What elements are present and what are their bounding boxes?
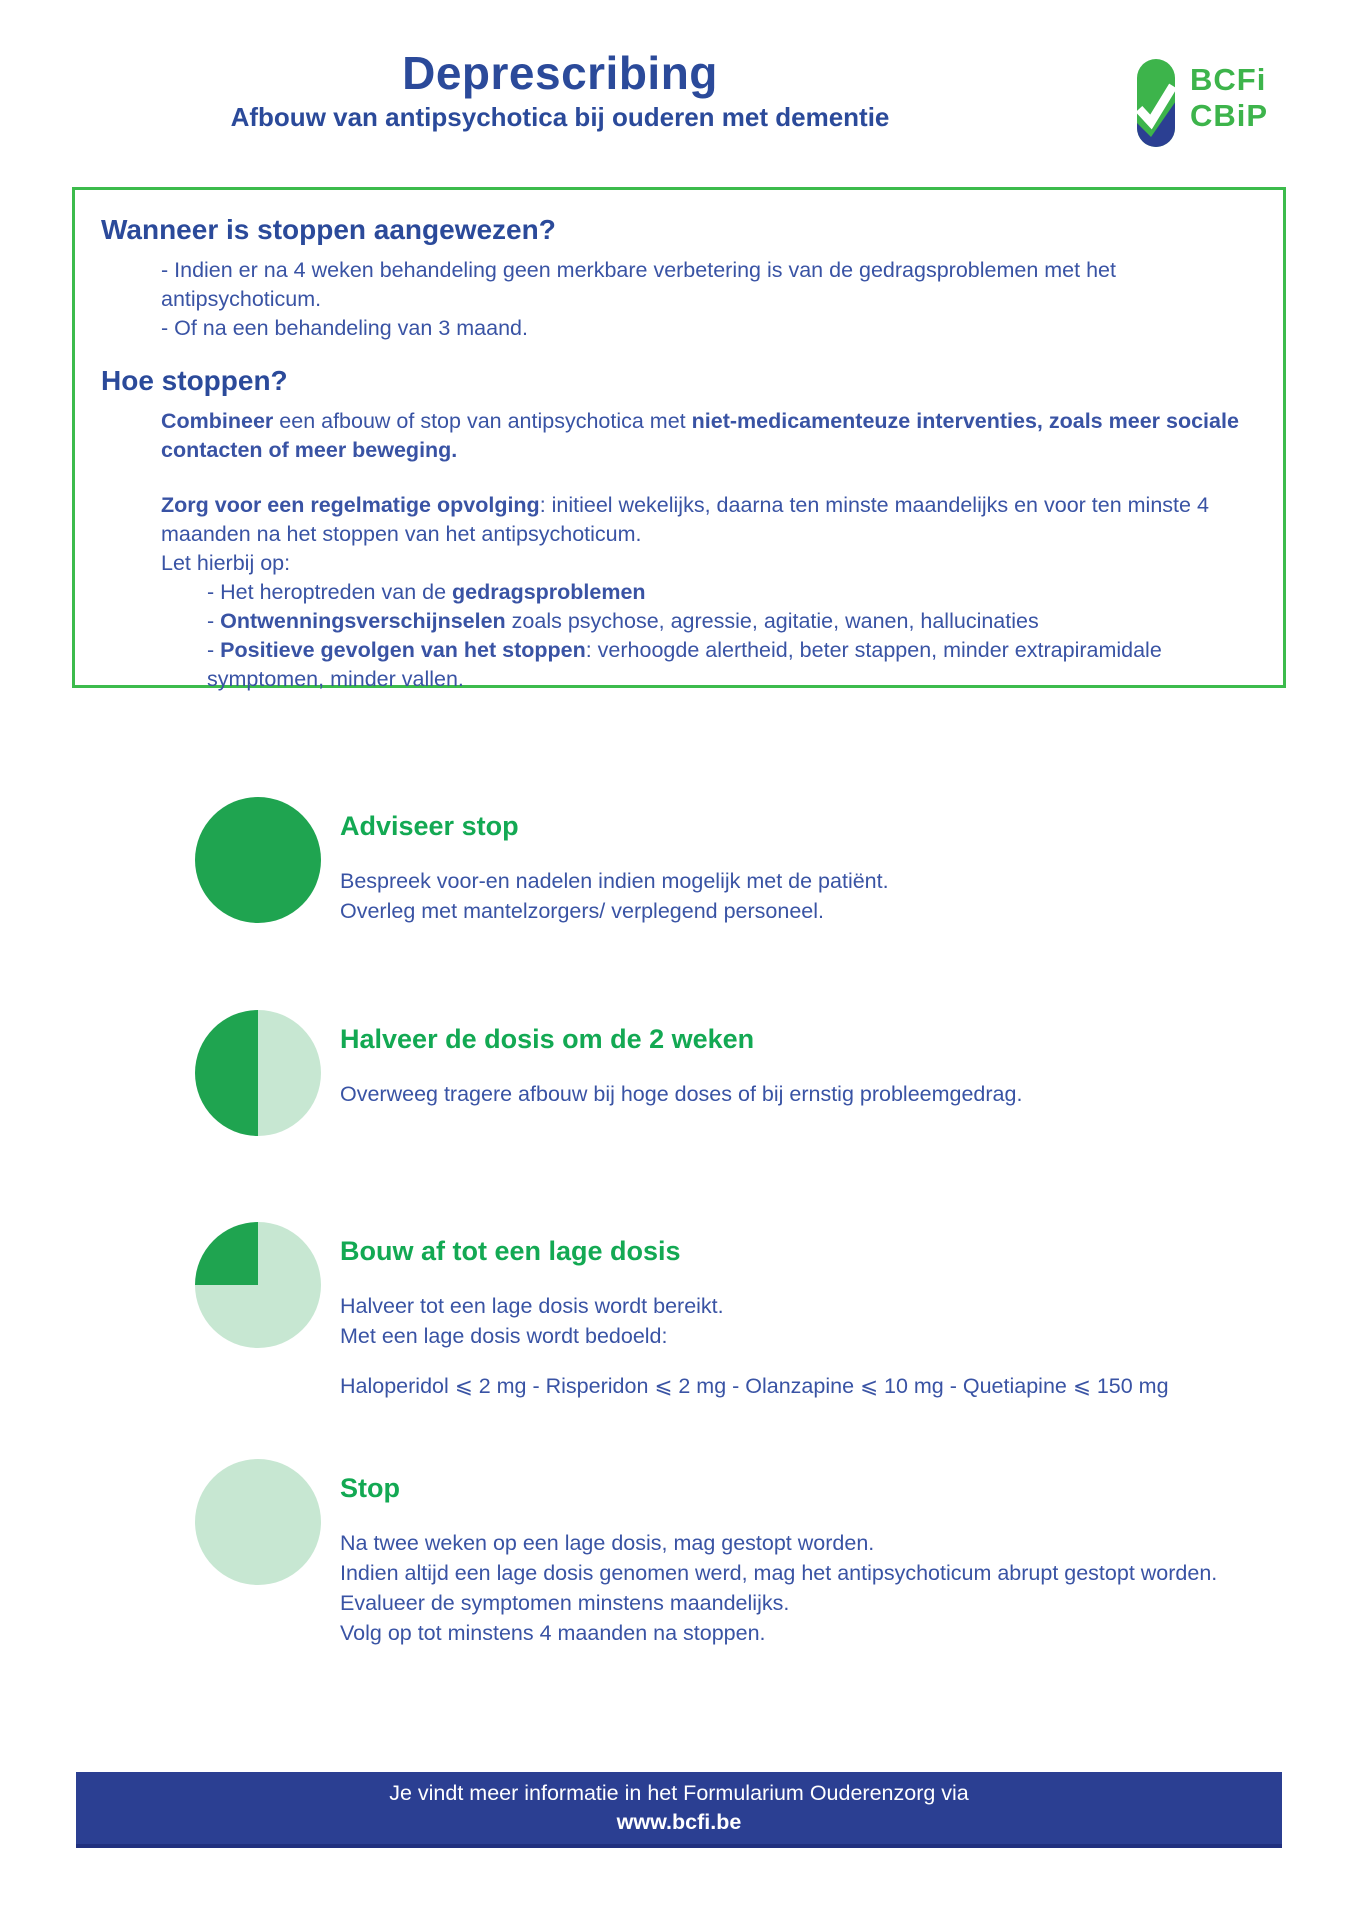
pie-chart-icon-half <box>195 1010 321 1136</box>
page-subtitle: Afbouw van antipsychotica bij ouderen met dementie <box>230 102 890 132</box>
step-line: Volg op tot minstens 4 maanden na stoppen. <box>340 1621 766 1645</box>
combine-paragraph: Combineer een afbouw of stop van antipsychotica met niet-medicamenteuze interventies, zoals meer sociale contacten of meer beweging. <box>161 409 1239 462</box>
step-taper-to-low-dose <box>195 1222 1295 1401</box>
pie-chart-icon-quarter <box>195 1222 321 1348</box>
step-title: Halveer de dosis om de 2 weken <box>340 1024 755 1054</box>
step-line: Met een lage dosis wordt bedoeld: <box>340 1324 668 1348</box>
step-title: Bouw af tot een lage dosis <box>340 1236 681 1266</box>
step-stop <box>195 1459 1295 1648</box>
bullet-withdrawal-symptoms: - Ontwenningsverschijnselen zoals psychose, agressie, agitatie, wanen, hallucinaties <box>207 609 1039 633</box>
pill-checkmark-icon <box>1136 58 1176 153</box>
step-line: Overweeg tragere afbouw bij hoge doses of bij ernstig probleemgedrag. <box>340 1082 1023 1106</box>
bcfi-logo <box>1136 58 1268 153</box>
step-line: Evalueer de symptomen minstens maandelijks. <box>340 1591 790 1615</box>
footer-url-link[interactable]: www.bcfi.be <box>616 1810 742 1834</box>
page-title: Deprescribing <box>402 47 718 99</box>
how-to-stop-body <box>161 407 1253 694</box>
step-advise-stop <box>195 797 1295 926</box>
when-to-stop-heading: Wanneer is stoppen aangewezen? <box>101 214 556 245</box>
step-line: Halveer tot een lage dosis wordt bereikt. <box>340 1294 724 1318</box>
how-to-stop-heading: Hoe stoppen? <box>101 365 288 396</box>
step-line: Overleg met mantelzorgers/ verplegend personeel. <box>340 899 825 923</box>
header <box>0 48 1120 133</box>
when-to-stop-bullets <box>161 256 1253 343</box>
footer-info-text: Je vindt meer informatie in het Formularium Ouderenzorg via <box>389 1781 969 1805</box>
low-dose-thresholds: Haloperidol ⩽ 2 mg - Risperidon ⩽ 2 mg - Olanzapine ⩽ 10 mg - Quetiapine ⩽ 150 mg <box>340 1374 1169 1398</box>
footer-bar <box>76 1772 1282 1848</box>
bullet-positive-effects: - Positieve gevolgen van het stoppen: verhoogde alertheid, beter stappen, minder extrapiramidale symptomen, minder vallen. <box>207 638 1162 691</box>
bullet-three-months: - Of na een behandeling van 3 maand. <box>161 316 528 340</box>
bullet-no-improvement: - Indien er na 4 weken behandeling geen merkbare verbetering is van de gedragsproblemen met het antipsychoticum. <box>161 258 1116 311</box>
follow-up-paragraph: Zorg voor een regelmatige opvolging: initieel wekelijks, daarna ten minste maandelijks en voor ten minste 4 maanden na het stoppen van het antipsychoticum. <box>161 493 1209 546</box>
step-title: Stop <box>340 1473 400 1503</box>
bullet-behaviour-problems: - Het heroptreden van de gedragsproblemen <box>207 580 646 604</box>
watch-for-bullets <box>207 578 1253 694</box>
pie-chart-icon-empty <box>195 1459 321 1585</box>
step-halve-dose <box>195 1010 1295 1136</box>
step-title: Adviseer stop <box>340 811 519 841</box>
pie-chart-icon-full <box>195 797 321 923</box>
step-line: Bespreek voor-en nadelen indien mogelijk met de patiënt. <box>340 869 889 893</box>
watch-for-line: Let hierbij op: <box>161 551 291 575</box>
deprescribing-steps <box>195 797 1295 1648</box>
logo-text <box>1190 62 1268 134</box>
step-line: Na twee weken op een lage dosis, mag gestopt worden. <box>340 1531 875 1555</box>
logo-line-bcfi: BCFi <box>1190 62 1267 97</box>
step-line: Indien altijd een lage dosis genomen werd, mag het antipsychoticum abrupt gestopt worden. <box>340 1561 1218 1585</box>
info-box <box>72 187 1286 691</box>
logo-line-cbip: CBiP <box>1190 98 1269 133</box>
